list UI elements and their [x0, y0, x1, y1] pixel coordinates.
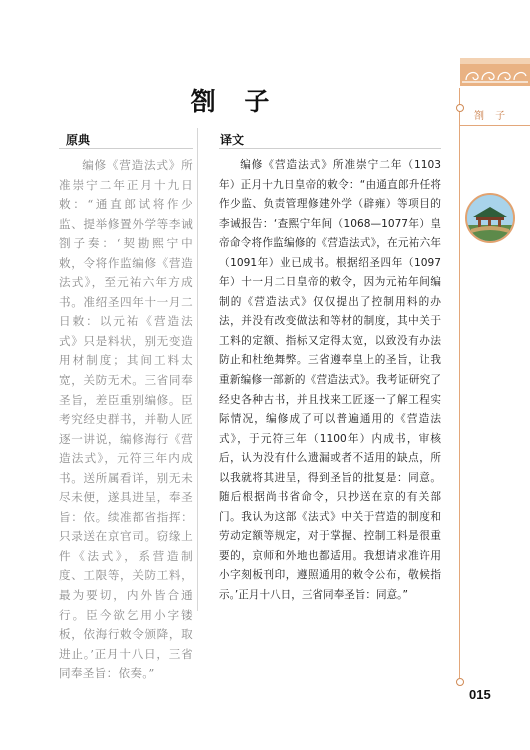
translation-heading: 译文 — [220, 133, 245, 147]
translation-heading-rule — [219, 148, 441, 149]
ornament-scroll-icon — [460, 64, 530, 86]
page-title: 劄 子 — [190, 87, 280, 116]
side-vertical-rule — [459, 88, 460, 678]
side-ornament-band — [460, 64, 530, 86]
side-tab-label: 劄 子 — [474, 111, 510, 122]
page-number: 015 — [469, 687, 491, 702]
side-dot-bottom — [456, 678, 464, 686]
original-text — [59, 156, 193, 684]
original-heading-rule — [59, 148, 193, 149]
column-divider — [197, 128, 198, 611]
translation-paragraph: 编修《营造法式》所准崇宁二年（1103年）正月十九日皇帝的敕令：“由通直郎升任将作少监、负责管理修建外学（辟雍）等项目的李诫报告：‘查熙宁年间（1068—1077年）皇帝命令将作监编修的《营造法式》，在元祐六年（1091年）业已成书。根据绍圣四年（1097年）十一月二日皇帝的敕令，因为元祐年间编制的《营造法式》仅仅提出了控制用料的办法，并没有改变做法和等材的制度，其中关于工料的定额、指标又定得太宽，以致没有办法防止和杜绝舞弊。三省遵奉皇上的圣旨，让我重新编修一部新的《营造法式》。我考证研究了经史各种古书，并且找来工匠逐一了解工程实际情况，编修成了可以普遍通用的《营造法式》，于元符三年（1100年）内成书，审核后，认为没有什么遗漏或者不适用的缺点，所以我就将其进呈，得到圣旨的批复是：同意。随后根据尚书省命令，只抄送在京的有关部门。我认为这部《法式》中关于营造的制度和劳动定额等规定，对于掌握、控制工料是很重要的，京师和外地也都适用。我想请求准许用小字刻板刊印，遵照通用的敕令公布，敬候指示。’正月十八日，三省同奉圣旨：同意。” — [219, 159, 441, 602]
pavilion-medallion-icon — [465, 193, 515, 243]
original-heading: 原典 — [66, 133, 91, 147]
side-tab-rule — [460, 125, 530, 126]
translation-text — [219, 156, 441, 606]
original-paragraph: 编修《营造法式》所准崇宁二年正月十九日敕：“通直郎试将作少监、提举修置外学等李诫劄子奏：‘契勘熙宁中敕，令将作监编修《营造法式》，至元祐六年方成书。准绍圣四年十一月二日敕：以元祐《营造法式》只是料状，别无变造用材制度；其间工料太宽，关防无术。三省同奉圣旨，差臣重别编修。臣考究经史群书，并勒人匠逐一讲说，编修海行《营造法式》，元符三年内成书。送所属看详，别无未尽未便，遂具进呈，奉圣旨：依。续准都省指挥：只录送在京官司。窃缘上件《法式》，系营造制度、工限等，关防工料，最为要切，内外皆合通行。臣今欲乞用小字镂板，依海行敕令颁降，取进止。’正月十八日，三省同奉圣旨：依奏。” — [59, 158, 193, 681]
